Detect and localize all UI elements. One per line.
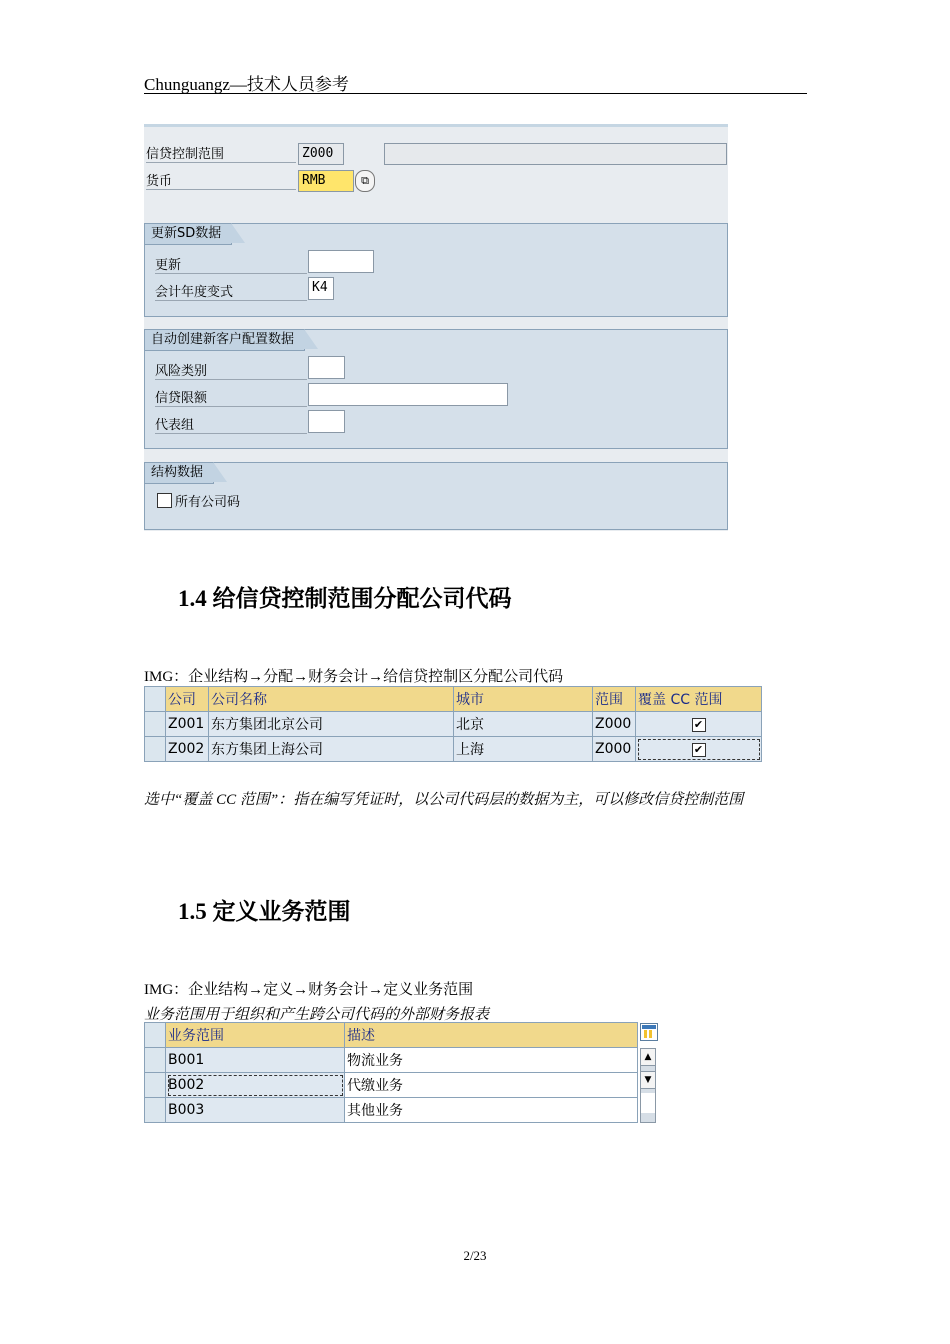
header-divider — [144, 93, 807, 94]
rep-group-label: 代表组 — [155, 414, 307, 434]
col-company-name: 公司名称 — [209, 687, 454, 712]
table-row[interactable] — [145, 737, 762, 762]
section-1-5-heading: 1.5 定义业务范围 — [178, 899, 351, 924]
section-1-5-img-path: IMG：企业结构→定义→财务会计→定义业务范围 — [144, 982, 474, 998]
row-selector[interactable] — [145, 1098, 166, 1123]
table-row[interactable] — [145, 712, 762, 737]
section-1-4-heading: 1.4 给信贷控制范围分配公司代码 — [178, 586, 512, 611]
group-auto-create — [144, 329, 728, 449]
business-area-cell[interactable]: B001 — [166, 1048, 345, 1073]
row-selector-header — [145, 687, 166, 712]
credit-area-form — [144, 124, 728, 531]
group-update-sd — [144, 223, 728, 317]
business-area-cell[interactable]: B003 — [166, 1098, 345, 1123]
group-update-sd-title: 更新SD数据 — [144, 223, 232, 245]
table-row[interactable] — [145, 1098, 638, 1123]
fiscal-year-variant-label: 会计年度变式 — [155, 281, 307, 301]
override-cc-cell[interactable] — [636, 712, 762, 737]
col-description: 描述 — [345, 1023, 638, 1048]
row-selector[interactable] — [145, 737, 166, 762]
row-selector[interactable] — [145, 1048, 166, 1073]
credit-area-field[interactable]: Z000 — [298, 143, 344, 165]
col-override-cc: 覆盖 CC 范围 — [636, 687, 762, 712]
group-structure — [144, 462, 728, 530]
scroll-down-icon[interactable]: ▼ — [641, 1071, 655, 1089]
business-area-table — [144, 1022, 638, 1123]
description-cell[interactable]: 代缴业务 — [345, 1073, 638, 1098]
table-row[interactable] — [145, 1048, 638, 1073]
override-cc-cell[interactable] — [636, 737, 762, 762]
fiscal-year-variant-field[interactable]: K4 — [308, 277, 334, 300]
description-cell[interactable]: 物流业务 — [345, 1048, 638, 1073]
company-name-cell: 东方集团上海公司 — [209, 737, 454, 762]
all-company-codes-checkbox[interactable] — [157, 493, 172, 508]
business-area-cell[interactable]: B002 — [166, 1073, 345, 1098]
row-selector[interactable] — [145, 1073, 166, 1098]
city-cell: 北京 — [454, 712, 593, 737]
col-area: 范围 — [593, 687, 636, 712]
description-cell[interactable]: 其他业务 — [345, 1098, 638, 1123]
company-cell: Z002 — [166, 737, 209, 762]
section-1-4-note: 选中“覆盖 CC 范围”：指在编写凭证时，以公司代码层的数据为主，可以修改信贷控制范围 — [144, 792, 744, 808]
currency-label: 货币 — [146, 170, 296, 190]
city-cell: 上海 — [454, 737, 593, 762]
col-city: 城市 — [454, 687, 593, 712]
group-auto-create-title: 自动创建新客户配置数据 — [144, 329, 305, 351]
col-company: 公司 — [166, 687, 209, 712]
page-number: 2/23 — [463, 1248, 487, 1263]
risk-category-field[interactable] — [308, 356, 345, 379]
company-code-table — [144, 686, 762, 762]
group-structure-title: 结构数据 — [144, 462, 214, 484]
credit-area-description-field[interactable] — [384, 143, 727, 165]
credit-limit-label: 信贷限额 — [155, 387, 307, 407]
section-1-4-img-path: IMG：企业结构→分配→财务会计→给信贷控制区分配公司代码 — [144, 669, 564, 685]
page-header-title: Chunguangz—技术人员参考 — [144, 75, 349, 94]
risk-category-label: 风险类别 — [155, 360, 307, 380]
area-cell[interactable]: Z000 — [593, 737, 636, 762]
col-business-area: 业务范围 — [166, 1023, 345, 1048]
currency-field[interactable]: RMB — [298, 170, 354, 192]
rep-group-field[interactable] — [308, 410, 345, 433]
scroll-thumb[interactable] — [641, 1093, 655, 1113]
scroll-up-icon[interactable]: ▲ — [641, 1049, 655, 1066]
company-cell: Z001 — [166, 712, 209, 737]
row-selector[interactable] — [145, 712, 166, 737]
table-settings-icon[interactable] — [640, 1023, 658, 1041]
update-field[interactable] — [308, 250, 374, 273]
area-cell[interactable]: Z000 — [593, 712, 636, 737]
override-cc-checkbox[interactable]: ✔ — [692, 743, 706, 757]
company-name-cell: 东方集团北京公司 — [209, 712, 454, 737]
table-scrollbar[interactable] — [640, 1048, 656, 1123]
all-company-codes-label: 所有公司码 — [175, 495, 241, 510]
override-cc-checkbox[interactable]: ✔ — [692, 718, 706, 732]
table-row[interactable] — [145, 1073, 638, 1098]
credit-limit-field[interactable] — [308, 383, 508, 406]
credit-area-label: 信贷控制范围 — [146, 143, 296, 163]
row-selector-header — [145, 1023, 166, 1048]
all-company-codes-option[interactable] — [157, 491, 240, 510]
section-1-5-note: 业务范围用于组织和产生跨公司代码的外部财务报表 — [144, 1007, 490, 1023]
update-label: 更新 — [155, 254, 307, 274]
value-help-icon[interactable]: ⧉ — [355, 170, 375, 192]
